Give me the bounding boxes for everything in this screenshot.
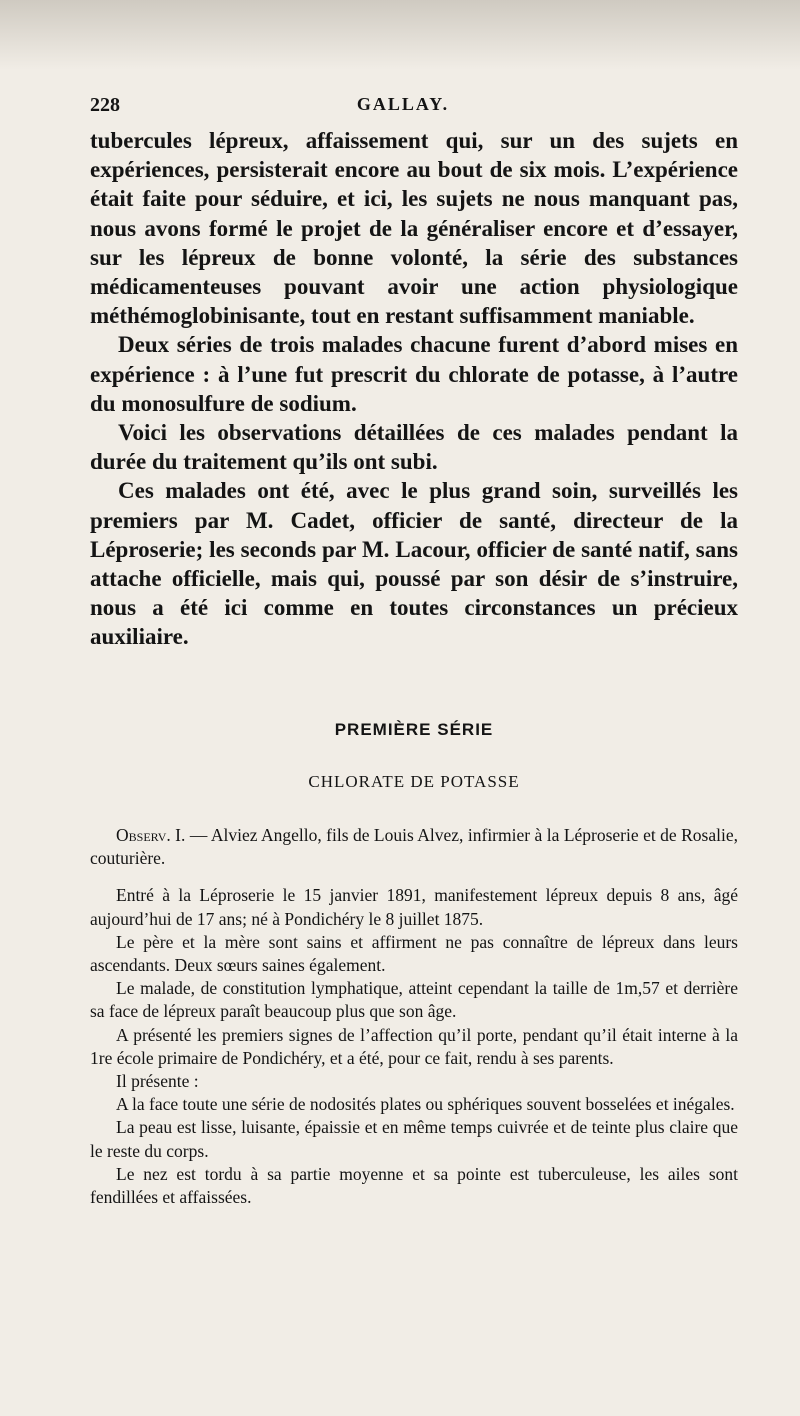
page-header [90, 94, 716, 124]
page-number: 228 [90, 94, 120, 116]
paragraph: Voici les observations détaillées de ces malades pendant la durée du traitement qu’ils ont subi. [90, 420, 738, 475]
section-subtitle: CHLORATE DE POTASSE [308, 772, 520, 791]
observation-paragraph: Le malade, de constitution lymphatique, atteint cependant la taille de 1m,57 et derrière sa face de lépreux paraît beaucoup plus que son âge. [90, 978, 738, 1022]
observation-intro [90, 824, 738, 870]
paragraph: Deux séries de trois malades chacune furent d’abord mises en expérience : à l’une fut prescrit du chlorate de potasse, à l’autre du monosulfure de sodium. [90, 332, 738, 416]
paragraph: Ces malades ont été, avec le plus grand soin, surveillés les premiers par M. Cadet, officier de santé, directeur de la Léproserie; les seconds par M. Lacour, officier de santé natif, sans attache officielle, mais qui, poussé par son désir de s’instruire, nous a été ici comme en toutes circonstances un précieux auxiliaire. [90, 478, 738, 650]
observation-paragraph: Le père et la mère sont sains et affirment ne pas connaître de lépreux dans leurs ascendants. Deux sœurs saines également. [90, 931, 738, 976]
observation-paragraph: Il présente : [116, 1071, 199, 1092]
observation-intro-text: — Alviez Angello, fils de Louis Alvez, infirmier à la Léproserie et de Rosalie, couturière. [90, 825, 738, 869]
section-title: PREMIÈRE SÉRIE [334, 720, 494, 739]
observation-label: Observ. I. [116, 825, 186, 845]
page-edge-shadow [0, 0, 800, 70]
paragraph-continued: tubercules lépreux, affaissement qui, sur un des sujets en expériences, persisterait encore au bout de six mois. L’expérience était faite pour séduire, et ici, les sujets ne nous manquant pas, nous avons formé le projet de la généraliser encore et d’essayer, sur les lépreux de bonne volonté, la série des substances médicamenteuses pouvant avoir une action physiologique méthémoglobinisante, tout en restant suffisamment maniable. [90, 128, 738, 329]
observation-paragraph: A la face toute une série de nodosités plates ou sphériques souvent bosselées et inégales. [116, 1094, 735, 1115]
observation-paragraph: Entré à la Léproserie le 15 janvier 1891, manifestement lépreux depuis 8 ans, âgé aujourd’hui de 17 ans; né à Pondichéry le 8 juillet 1875. [90, 885, 738, 929]
observation-paragraph: A présenté les premiers signes de l’affection qu’il porte, pendant qu’il était interne à la 1re école primaire de Pondichéry, et a été, pour ce fait, rendu à ses parents. [90, 1024, 738, 1068]
observation-block [90, 824, 738, 1209]
observation-paragraph: La peau est lisse, luisante, épaissie et en même temps cuivrée et de teinte plus claire que le reste du corps. [90, 1117, 738, 1161]
observation-paragraph: Le nez est tordu à sa partie moyenne et sa pointe est tuberculeuse, les ailes sont fendillées et affaissées. [90, 1163, 738, 1208]
main-text [90, 126, 738, 652]
running-title: GALLAY. [356, 94, 450, 114]
